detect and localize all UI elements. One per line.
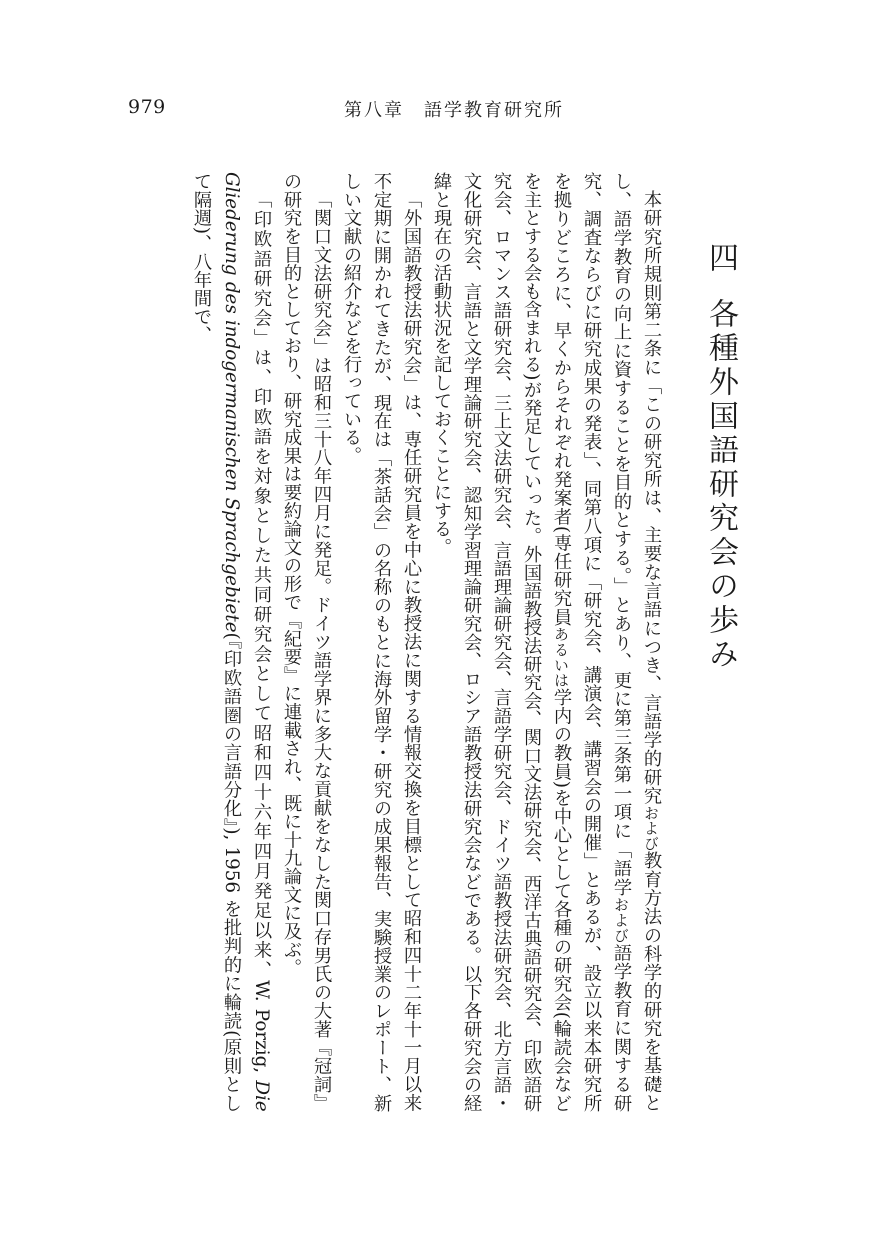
page-number: 979 xyxy=(128,96,166,118)
paragraph-intro xyxy=(426,172,666,1112)
vertical-text-block xyxy=(160,172,740,1112)
book-title: Die Gliederung des indogermanischen Sprachgebiete xyxy=(221,172,272,1112)
small-kana: および xyxy=(642,805,660,852)
page-body xyxy=(160,172,740,1112)
paragraph-indo-european xyxy=(186,172,276,1112)
paragraph-text: 語学教育に関する研究、調査ならびに研究成果の発表」、同第八項に「研究会、講演会、講習会の開催」とあるが、設立以来本研究所を拠りどころに、早くからそれぞれ発案者(専任研究員 xyxy=(551,172,632,1112)
page-header xyxy=(0,96,874,126)
paragraph-teaching-method: 「外国語教授法研究会」は、専任研究員を中心に教授法に関する情報交換を目標として昭和四十二年十一月以来不定期に開かれてきたが、現在は「茶話会」の名称のもとに海外留学・研究の成果報告、実験授業のレポート、新しい文献の紹介などを行っている。 xyxy=(341,172,422,1112)
section-title xyxy=(700,172,740,1112)
section-title-text: 各種外国語研究会の歩み xyxy=(703,298,738,672)
small-kana: あるいは xyxy=(552,626,570,688)
author-name: W. Porzig, xyxy=(251,980,272,1074)
paragraph-text: 教育方法の科学的研究を基礎とし、語学教育の向上に資することを目的とする。」とあり、更に第三条第一項に「語学 xyxy=(611,172,662,1112)
running-head: 第八章 語学教育研究所 xyxy=(344,100,564,121)
paragraph-text: 「印欧語研究会」は、印欧語を対象とした共同研究会として昭和四十六年四月発足以来、 xyxy=(251,190,272,981)
small-kana: および xyxy=(612,896,630,944)
paragraph-text: 学内の教員)を中心として各種の研究会(輪読会などを主とする会も含まれる)が発足していった。外国語教授法研究会、関口文法研究会、西洋古典語研究会、印欧語研究会、ロマンス語研究会、三上文法研究会、言語理論研究会、言語学研究会、ドイツ語教授法研究会、北方言語・文化研究会、言語と文学理論研究会、認知学習理論研究会、ロシア語教授法研究会などである。以下各研究会の経緯と現在の活動状況を記しておくことにする。 xyxy=(431,172,572,1112)
paragraph-text: 本研究所規則第二条に「この研究所は、主要な言語につき、言語学的研究 xyxy=(641,190,662,806)
section-number: 四 xyxy=(703,242,738,276)
paragraph-sekiguchi: 「関口文法研究会」は昭和三十八年四月に発足。ドイツ語学界に多大な貢献をなした関口存男氏の大著『冠詞』の研究を目的としており、研究成果は要約論文の形で『紀要』に連載され、既に十九論文に及ぶ。 xyxy=(281,172,332,1112)
paragraph-text: (『印欧語圏の言語分化』), 1956 を批判的に輪読(原則として隔週)、八年間で、 xyxy=(191,172,242,1112)
